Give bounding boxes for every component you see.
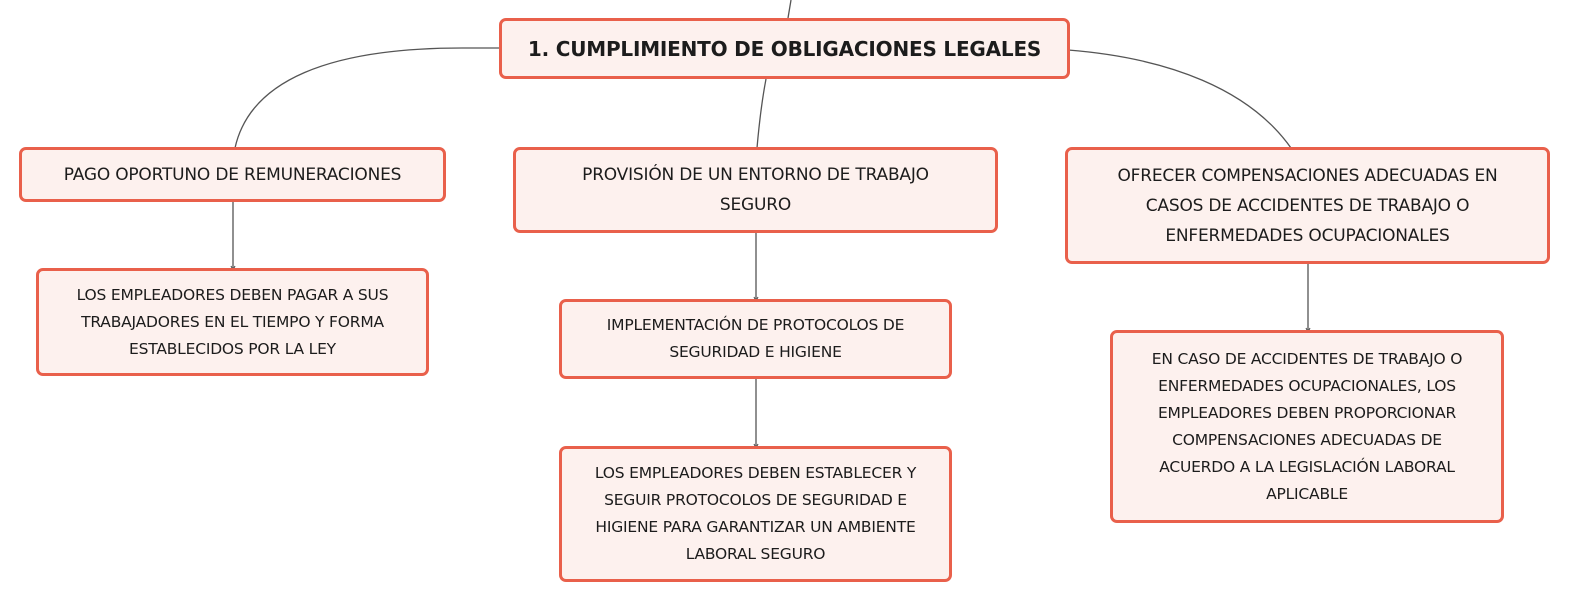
- leaf-node-label: IMPLEMENTACIÓN DE PROTOCOLOS DE SEGURIDAD E HIGIENE: [606, 316, 905, 361]
- leaf-node-compensaciones-legislacion[interactable]: [1110, 330, 1504, 523]
- leaf-node-label: EN CASO DE ACCIDENTES DE TRABAJO O ENFERMEDADES OCUPACIONALES, LOS EMPLEADORES DEBEN PROPORCIONAR COMPENSACIONES ADECUADAS DE ACUERDO A LA LEGISLACIÓN LABORAL APLICABLE: [1151, 349, 1463, 503]
- leaf-node-protocolos[interactable]: [559, 299, 952, 379]
- branch-node-compensaciones[interactable]: [1065, 147, 1550, 264]
- connector-root-branch-1: [235, 48, 502, 148]
- root-node[interactable]: [499, 18, 1070, 79]
- root-node-label: 1. CUMPLIMIENTO DE OBLIGACIONES LEGALES: [527, 36, 1042, 61]
- leaf-node-pago-tiempo-forma[interactable]: [36, 268, 429, 376]
- leaf-node-label: LOS EMPLEADORES DEBEN ESTABLECER Y SEGUIR PROTOCOLOS DE SEGURIDAD E HIGIENE PARA GARANTIZAR UN AMBIENTE LABORAL SEGURO: [594, 464, 917, 563]
- branch-node-remuneraciones[interactable]: [19, 147, 446, 202]
- connector-root-parent: [788, 0, 791, 18]
- leaf-node-label: LOS EMPLEADORES DEBEN PAGAR A SUS TRABAJADORES EN EL TIEMPO Y FORMA ESTABLECIDOS POR LA LEY: [76, 285, 389, 358]
- connector-root-branch-3: [1068, 50, 1291, 148]
- connector-root-branch-2: [757, 79, 766, 148]
- branch-node-label: OFRECER COMPENSACIONES ADECUADAS EN CASOS DE ACCIDENTES DE TRABAJO O ENFERMEDADES OCUPACIONALES: [1117, 165, 1498, 246]
- branch-node-entorno-seguro[interactable]: [513, 147, 998, 233]
- leaf-node-ambiente-seguro[interactable]: [559, 446, 952, 582]
- branch-node-label: PROVISIÓN DE UN ENTORNO DE TRABAJO SEGURO: [582, 165, 929, 215]
- branch-node-label: PAGO OPORTUNO DE REMUNERACIONES: [63, 164, 402, 185]
